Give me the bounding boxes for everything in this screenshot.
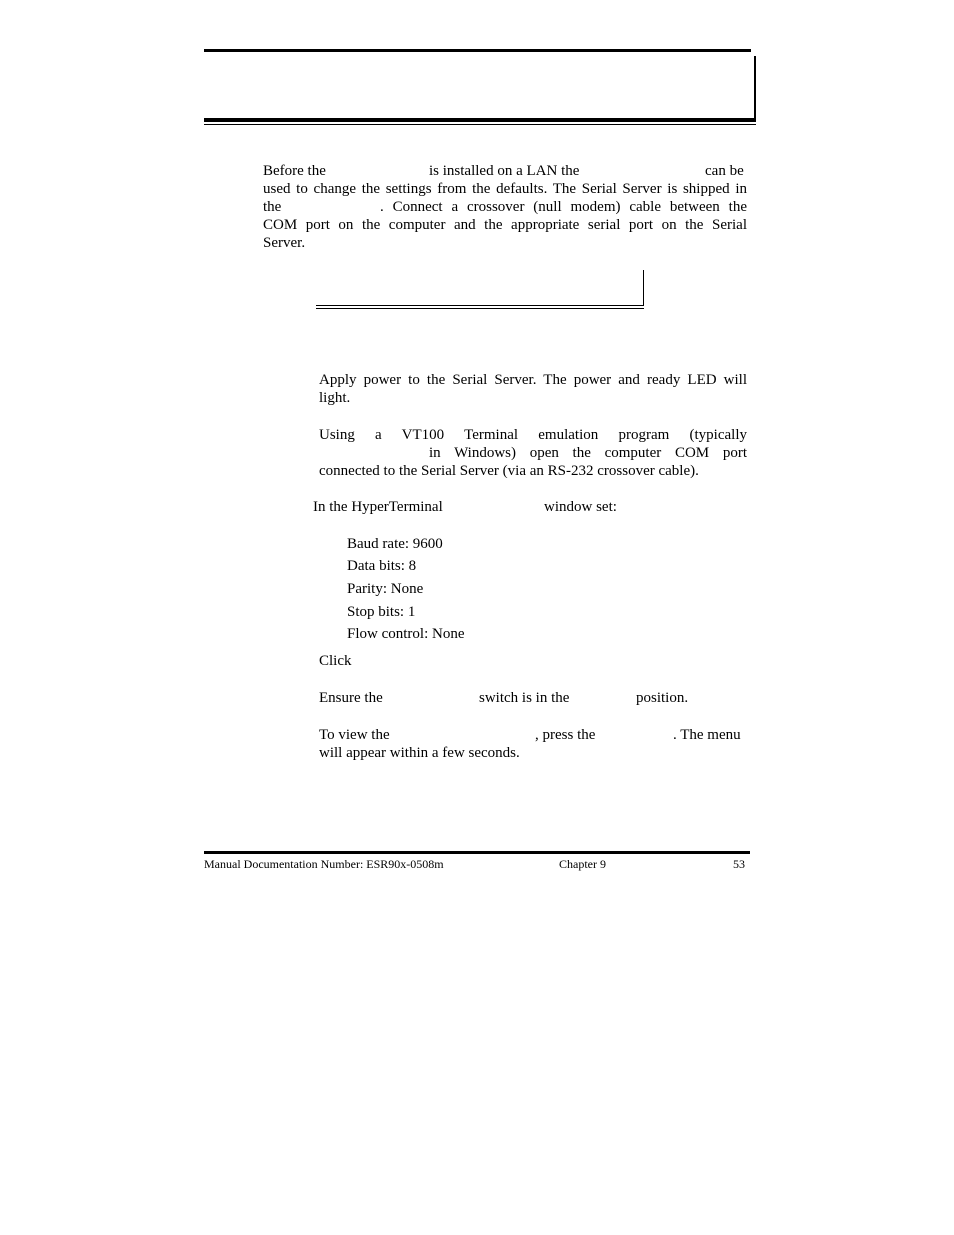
subheading-bottom-rule — [316, 305, 644, 306]
setting-flow-control: Flow control: None — [347, 626, 465, 642]
step-view-middle: , press the — [535, 727, 596, 743]
step-view-line2: will appear within a few seconds. — [319, 745, 520, 761]
step-power-line2: light. — [319, 390, 351, 406]
intro-line1-end: can be — [705, 163, 744, 179]
step-terminal-line3: connected to the Serial Server (via an RS-232 crossover cable). — [319, 463, 699, 479]
intro-line1-before: Before the — [263, 163, 326, 179]
intro-line4: COM port on the computer and the appropriate serial port on the Serial — [263, 217, 747, 233]
footer-chapter: Chapter 9 — [559, 857, 606, 871]
intro-line2: used to change the settings from the defaults. The Serial Server is shipped in — [263, 181, 747, 197]
subheading-bottom-rule-2 — [316, 308, 644, 309]
step-view-before: To view the — [319, 727, 390, 743]
header-right-rule — [754, 56, 756, 122]
step-terminal-line1: Using a VT100 Terminal emulation program (typically — [319, 427, 747, 443]
step-ensure-before: Ensure the — [319, 690, 383, 706]
setting-parity: Parity: None — [347, 581, 424, 597]
step-ensure-after: position. — [636, 690, 689, 706]
step-terminal-line2: in Windows) open the computer COM port — [429, 445, 747, 461]
setting-stop-bits: Stop bits: 1 — [347, 604, 416, 620]
subheading-right-rule — [643, 270, 644, 306]
setting-data-bits: Data bits: 8 — [347, 558, 417, 574]
footer-rule — [204, 851, 750, 854]
header-bottom-rule-thin — [204, 124, 756, 125]
step-view-after: . The menu — [673, 727, 741, 743]
footer-doc-number: Manual Documentation Number: ESR90x-0508m — [204, 857, 444, 871]
intro-line1-middle: is installed on a LAN the — [429, 163, 580, 179]
step-window-after: window set: — [544, 499, 617, 515]
step-power-line1: Apply power to the Serial Server. The power and ready LED will — [319, 372, 747, 388]
setting-baud-rate: Baud rate: 9600 — [347, 536, 443, 552]
header-top-rule — [204, 49, 751, 52]
footer-page-number: 53 — [733, 857, 745, 871]
step-window-before: In the HyperTerminal — [313, 499, 443, 515]
intro-line3-before: the — [263, 199, 282, 215]
step-click: Click — [319, 653, 352, 669]
intro-line3-rest: . Connect a crossover (null modem) cable between the — [380, 199, 747, 215]
step-ensure-middle: switch is in the — [479, 690, 570, 706]
intro-line5: Server. — [263, 235, 306, 251]
header-bottom-rule-thick — [204, 118, 756, 122]
